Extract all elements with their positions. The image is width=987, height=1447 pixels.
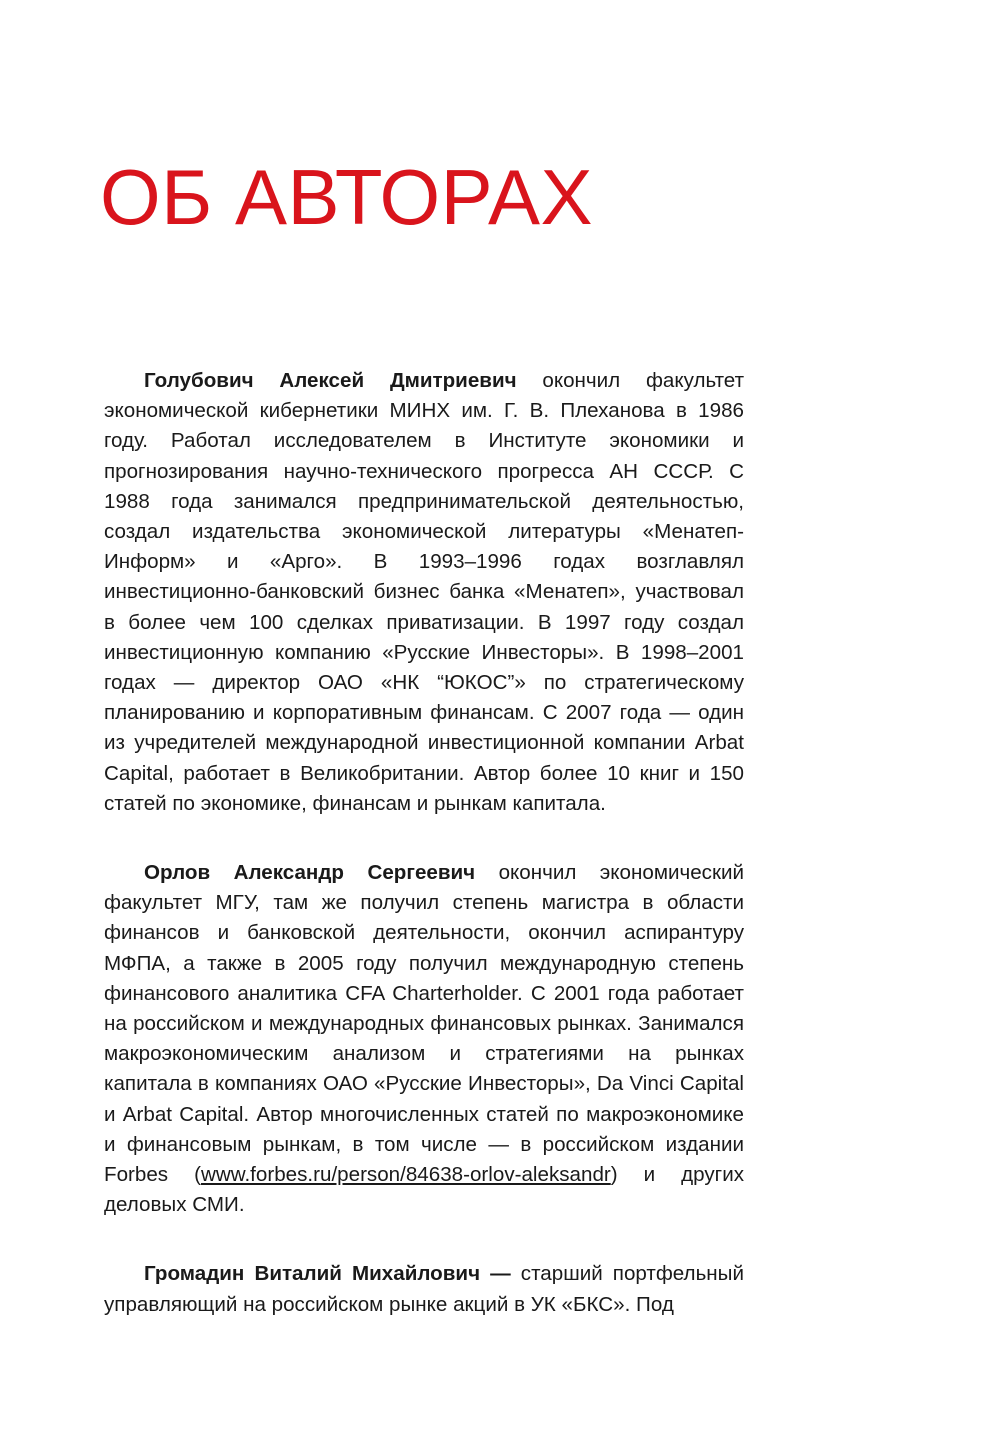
author-name: Голубович Алексей Дмитриевич [144, 369, 517, 392]
author-bio-gromadin [104, 1259, 744, 1319]
author-description: окончил факультет экономической кибернетики МИНХ им. Г. В. Плеханова в 1986 году. Работал исследователем в Институте экономики и прогнозирования научно-технического прогресса АН СССР. С 1988 года занимался предпринимательской деятельностью, создал издательства экономической литературы «Менатеп-Информ» и «Арго». В 1993–1996 годах возглавлял инвестиционно-банковский бизнес банка «Менатеп», участвовал в более чем 100 сделках приватизации. В 1997 году создал инвестиционную компанию «Русские Инвесторы». В 1998–2001 годах — директор ОАО «НК “ЮКОС”» по стратегическому планированию и корпоративным финансам. С 2007 года — один из учредителей международной инвестиционной компании Arbat Capital, работает в Великобритании. Автор более 10 книг и 150 статей по экономике, финансам и рынкам капитала. [104, 369, 744, 815]
author-bios [104, 366, 744, 1359]
author-bio-orlov [104, 858, 744, 1220]
author-name: Орлов Александр Сергеевич [144, 861, 476, 885]
forbes-profile-link[interactable]: www.forbes.ru/person/​84638-orlov-aleksandr [200, 1163, 611, 1187]
author-name: Громадин Виталий Михайлович — [144, 1262, 511, 1286]
author-description-end: ) и других деловых СМИ. [104, 1163, 744, 1217]
page-title: ОБ АВТОРАХ [100, 153, 594, 241]
author-bio-golubovich [104, 366, 744, 819]
author-description: старший портфельный управляющий на российском рынке акций в УК «БКС». Под [104, 1262, 744, 1316]
author-description: окончил экономический факультет МГУ, там же получил степень магистра в области финансов и банковской деятельности, окончил аспирантуру МФПА, а также в 2005 году получил международную степень финансового аналитика CFA Charterholder. С 2001 года работает на российском и международных финансовых рынках. Занимался макроэкономическим анализом и стратегиями на рынках капитала в компаниях ОАО «Русские Инвесторы», Da Vinci Capital и Arbat Capital. Автор многочисленных статей по макроэкономике и финансовым рынкам, в том числе — в российском издании Forbes ( [104, 861, 744, 1187]
